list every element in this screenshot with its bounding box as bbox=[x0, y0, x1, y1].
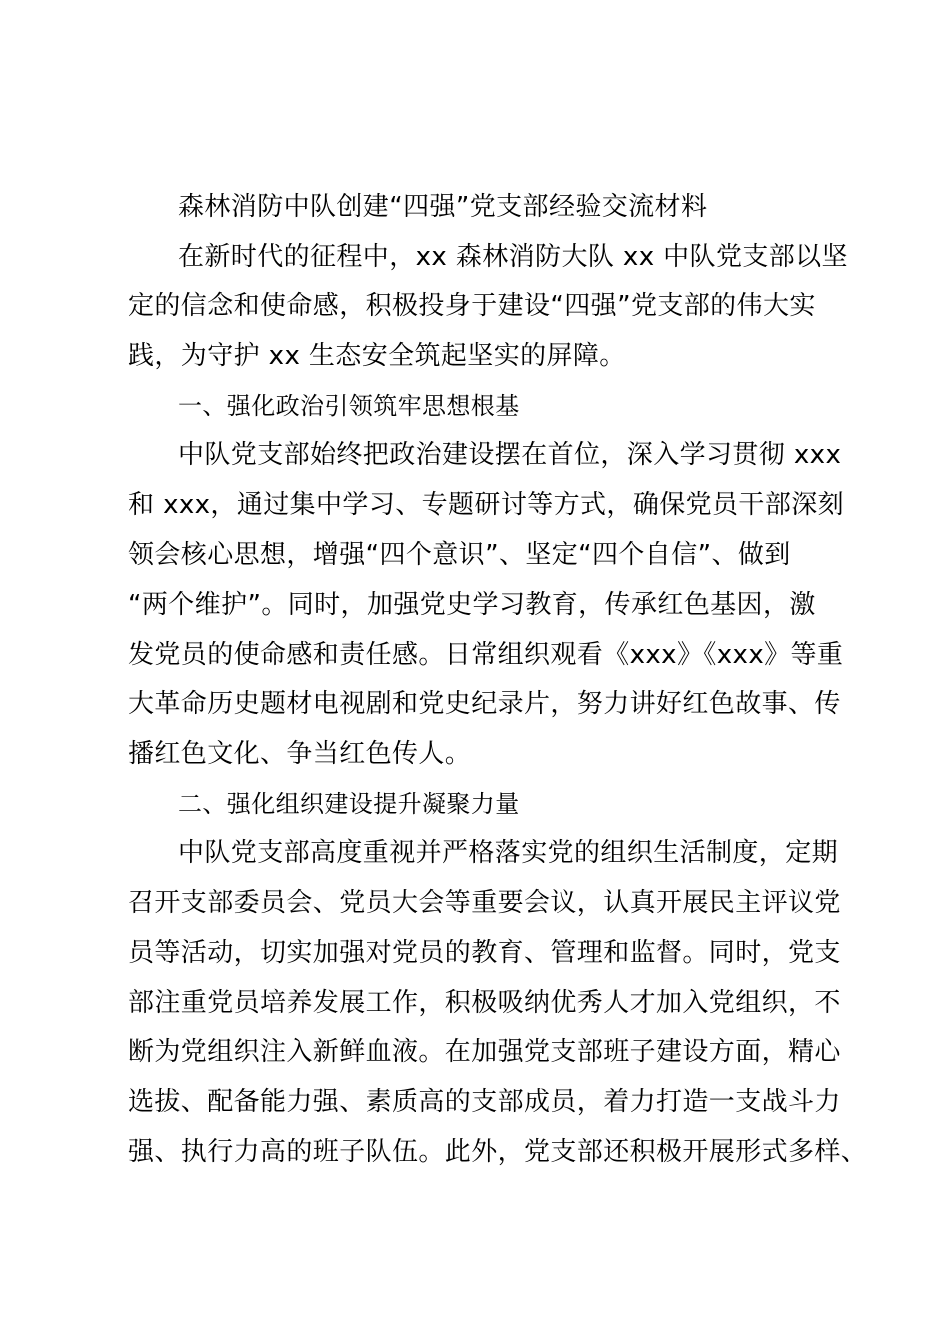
intro-line-3: 践，为守护 xx 生态安全筑起坚实的屏障。 bbox=[128, 341, 626, 371]
section-1-line-6: 大革命历史题材电视剧和党史纪录片，努力讲好红色故事、传 bbox=[128, 689, 841, 719]
section-2-line-6: 选拔、配备能力强、素质高的支部成员，着力打造一支战斗力 bbox=[128, 1087, 841, 1117]
section-1-line-4: “两个维护”。同时，加强党史学习教育，传承红色基因，激 bbox=[128, 590, 816, 620]
section-1-line-2: 和 xxx，通过集中学习、专题研讨等方式，确保党员干部深刻 bbox=[128, 490, 845, 520]
section-1-line-7: 播红色文化、争当红色传人。 bbox=[128, 739, 472, 769]
section-2-line-4: 部注重党员培养发展工作，积极吸纳优秀人才加入党组织，不 bbox=[128, 988, 841, 1018]
section-2-line-7: 强、执行力高的班子队伍。此外，党支部还积极开展形式多样、 bbox=[128, 1137, 868, 1167]
intro-line-2: 定的信念和使命感，积极投身于建设“四强”党支部的伟大实 bbox=[128, 291, 816, 321]
section-1-line-5: 发党员的使命感和责任感。日常组织观看《xxx》《xxx》等重 bbox=[128, 640, 844, 670]
section-2-line-5: 断为党组织注入新鲜血液。在加强党支部班子建设方面，精心 bbox=[128, 1037, 841, 1067]
section-2-line-1: 中队党支部高度重视并严格落实党的组织生活制度，定期 bbox=[178, 838, 839, 868]
section-2-heading: 二、强化组织建设提升凝聚力量 bbox=[178, 790, 520, 818]
document-title: 森林消防中队创建“四强”党支部经验交流材料 bbox=[178, 192, 708, 222]
section-2-line-3: 员等活动，切实加强对党员的教育、管理和监督。同时，党支 bbox=[128, 938, 841, 968]
section-1-heading: 一、强化政治引领筑牢思想根基 bbox=[178, 392, 520, 420]
section-2-line-2: 召开支部委员会、党员大会等重要会议，认真开展民主评议党 bbox=[128, 888, 841, 918]
section-1-line-3: 领会核心思想，增强“四个意识”、坚定“四个自信”、做到 bbox=[128, 540, 791, 570]
intro-line-1: 在新时代的征程中，xx 森林消防大队 xx 中队党支部以坚 bbox=[178, 242, 848, 272]
section-1-line-1: 中队党支部始终把政治建设摆在首位，深入学习贯彻 xxx bbox=[178, 440, 842, 470]
